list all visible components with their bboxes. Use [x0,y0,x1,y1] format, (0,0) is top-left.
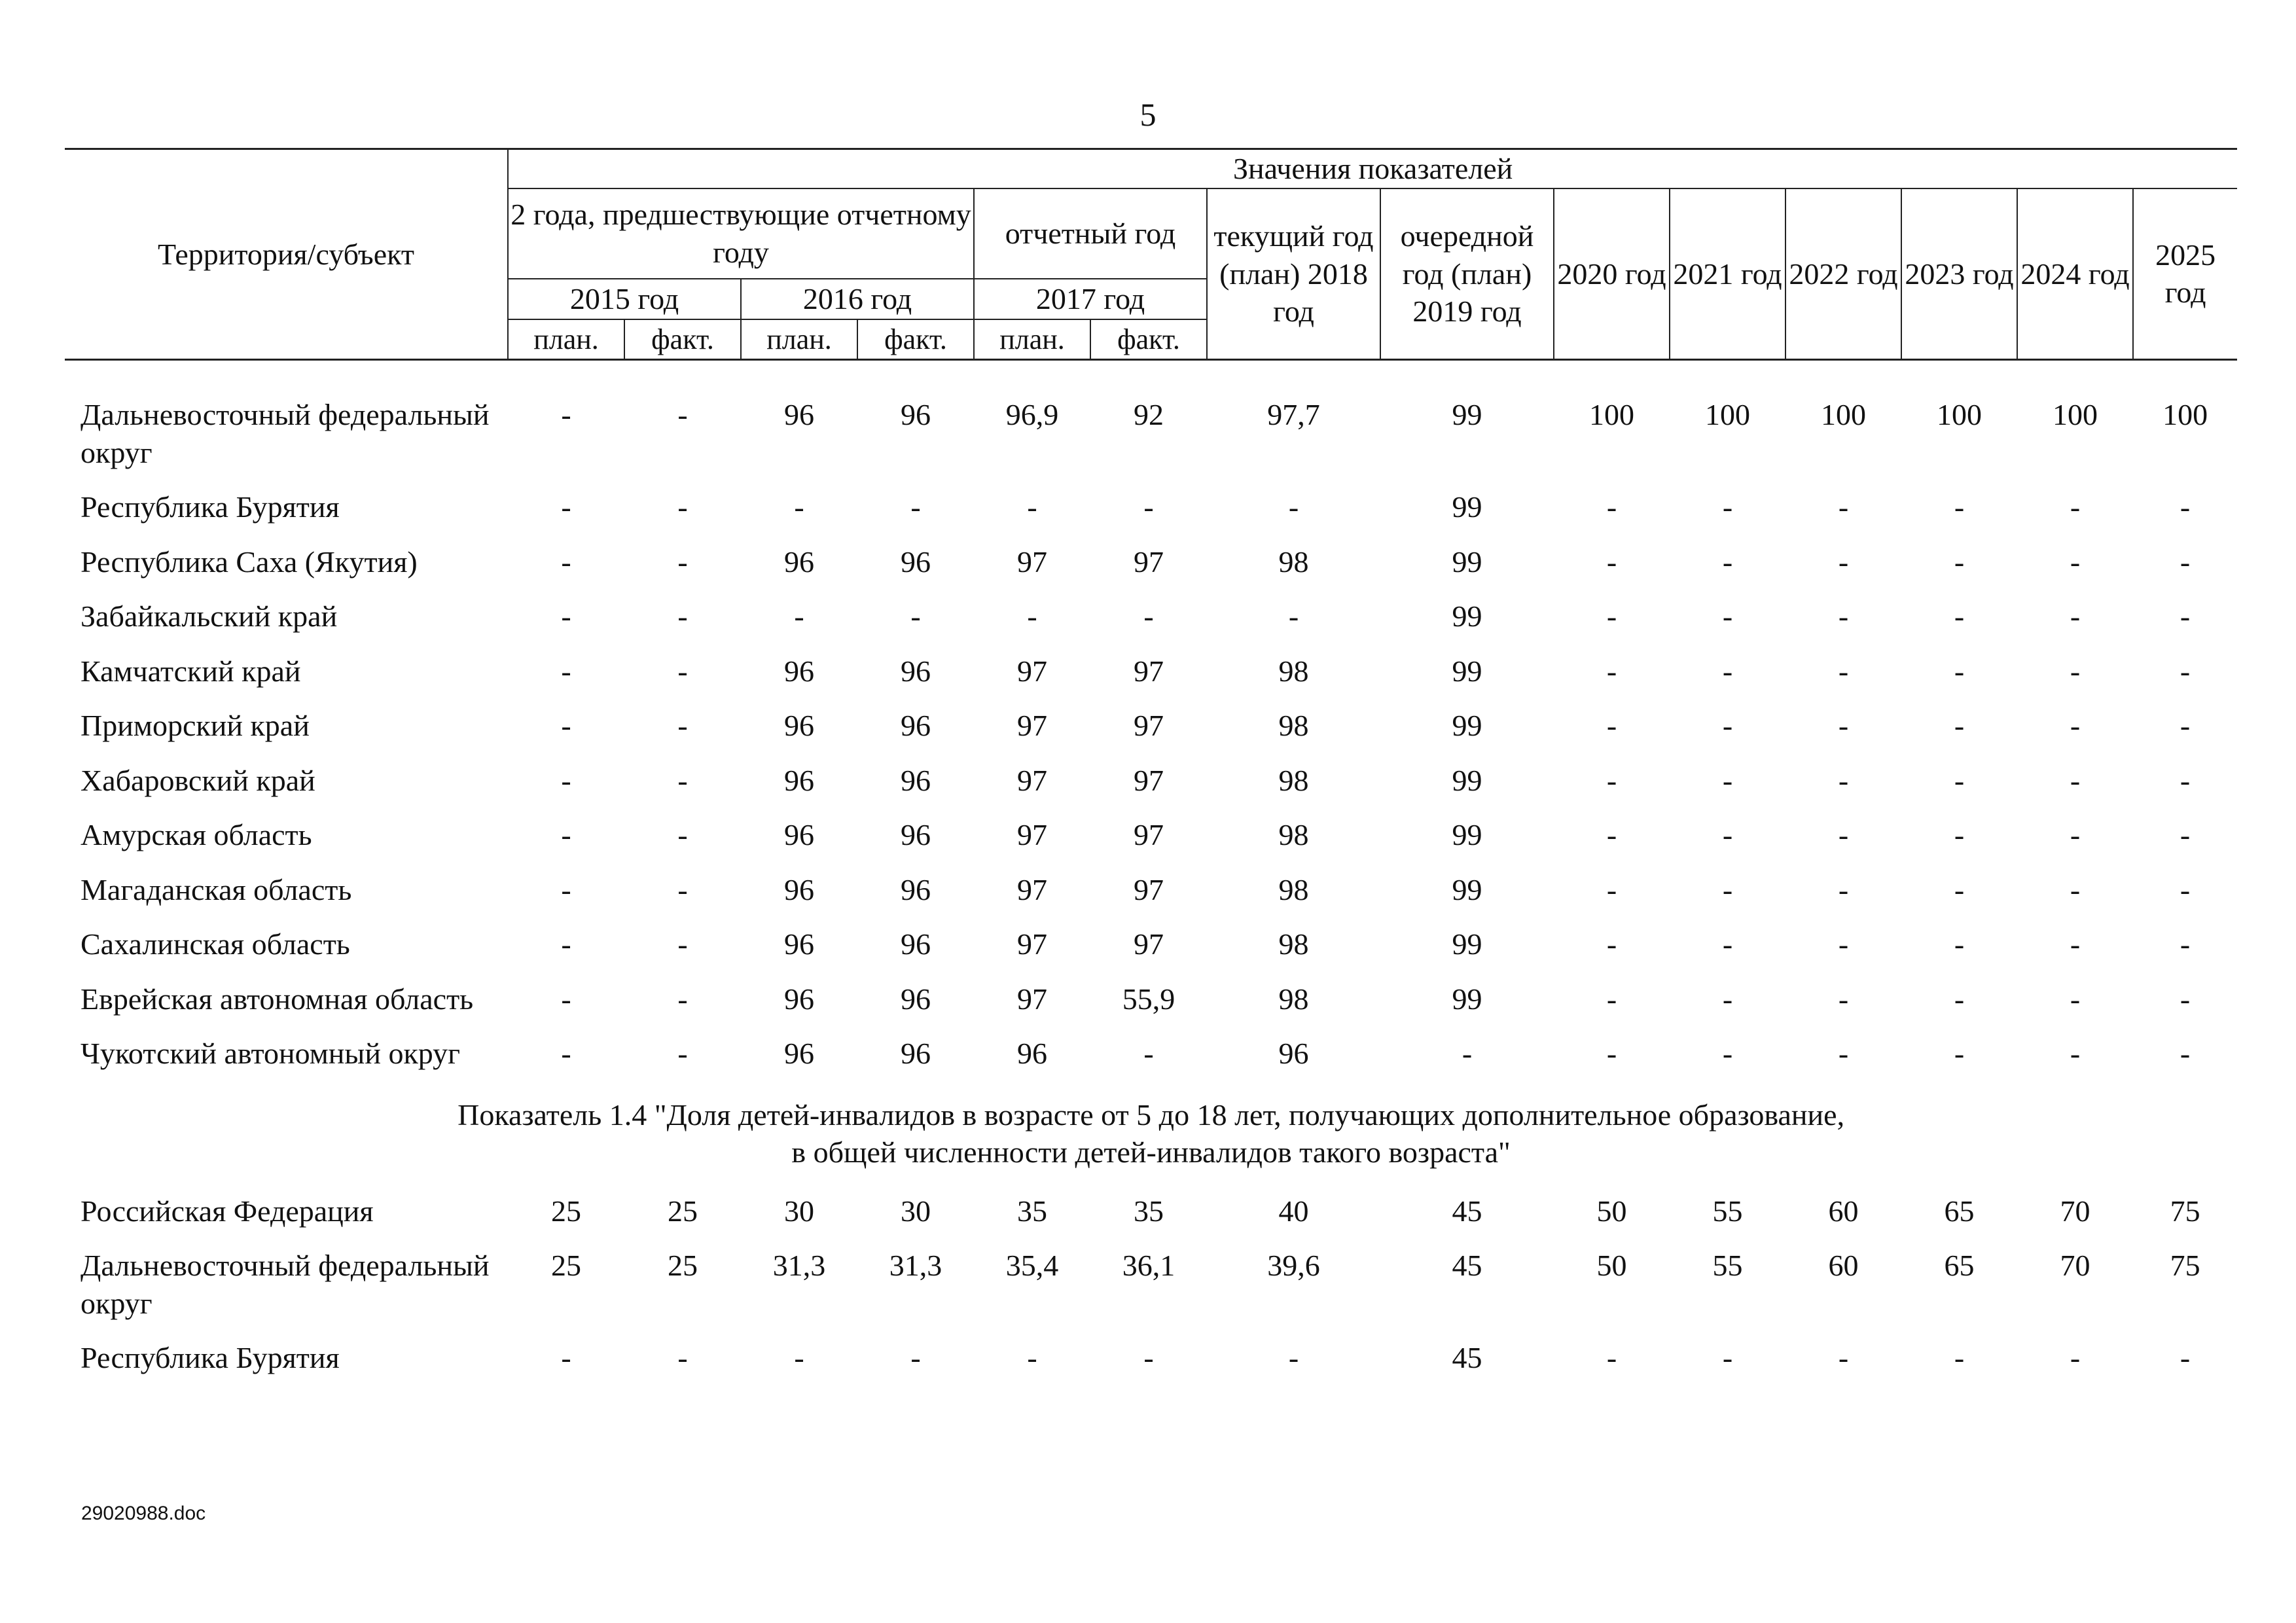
table-row [65,1331,2237,1386]
value-cell: 100 [2162,398,2208,431]
table-row [65,863,2237,918]
year-2022-header: 2022 год [1785,188,1901,360]
table-row [65,1239,2237,1331]
value-cell: - [2179,763,2191,797]
value-cell: - [1954,982,1965,1016]
territory-name: Республика Бурятия [81,490,340,524]
value-cell: - [2070,818,2081,851]
value-cell: 99 [1452,599,1482,633]
value-cell: 97 [1134,544,1164,579]
value-cell: - [794,1341,804,1374]
value-cell: 25 [551,1249,581,1282]
value-cell: 75 [2170,1249,2200,1282]
year-2017-header: 2017 год [974,279,1207,319]
value-cell: 97 [1017,544,1047,579]
value-cell: 31,3 [772,1249,826,1282]
value-cell: - [1606,927,1617,961]
value-cell: - [2070,654,2081,688]
value-cell: - [1143,599,1154,633]
value-cell: 97 [1017,709,1047,742]
value-cell: 25 [668,1249,698,1282]
value-cell: - [1288,599,1299,633]
value-cell: - [2070,709,2081,742]
value-cell: 98 [1278,709,1309,742]
year-2016-header: 2016 год [741,279,974,319]
table-row [65,808,2237,863]
value-cell: - [677,709,688,742]
indicator-title-row [65,1082,2237,1185]
value-cell: 30 [901,1194,931,1228]
value-cell: 97 [1017,654,1047,688]
value-cell: 96 [784,927,814,961]
value-cell: - [677,872,688,906]
value-cell: 39,6 [1267,1249,1320,1282]
value-cell: - [1722,654,1733,688]
value-cell: - [1143,490,1154,524]
value-cell: - [1954,1341,1965,1374]
table-row [65,699,2237,754]
value-cell: 100 [2053,398,2098,431]
value-cell: - [1722,763,1733,797]
value-cell: - [677,1037,688,1070]
value-cell: 96 [901,709,931,742]
value-cell: - [1954,709,1965,742]
value-cell: - [910,1341,921,1374]
value-cell: - [1143,1341,1154,1374]
value-cell: - [1954,818,1965,851]
doc-code: 29020988.doc [81,1503,206,1524]
value-cell: - [2179,927,2191,961]
value-cell: - [1838,599,1849,633]
territory-name: Еврейская автономная область [81,982,474,1016]
page-number: 5 [1139,96,1157,133]
value-cell: 97,7 [1267,398,1320,431]
territory-name: Амурская область [81,818,312,851]
value-cell: - [1606,544,1617,579]
value-cell: 99 [1452,818,1482,851]
value-cell: 98 [1278,982,1309,1016]
value-cell: 35 [1017,1194,1047,1228]
value-cell: - [561,763,571,797]
year-2021-header: 2021 год [1670,188,1785,360]
value-cell: 98 [1278,818,1309,851]
value-cell: 99 [1452,544,1482,579]
value-cell: - [1722,1037,1733,1070]
value-cell: 75 [2170,1194,2200,1228]
value-cell: - [561,599,571,633]
value-cell: 97 [1134,654,1164,688]
value-cell: 99 [1452,654,1482,688]
value-cell: 96 [901,398,931,431]
value-cell: - [1606,872,1617,906]
value-cell: - [1954,490,1965,524]
table-row [65,388,2237,480]
territory-name: Дальневосточный федеральный округ [81,1249,490,1320]
table-row [65,972,2237,1027]
value-cell: - [1838,763,1849,797]
value-cell: 96 [784,709,814,742]
value-cell: - [1462,1037,1473,1070]
territory-name: Хабаровский край [81,763,315,797]
fact-2015-header: факт. [624,319,741,360]
year-2025-header: 2025 год [2133,188,2237,360]
value-cell: 45 [1452,1341,1482,1374]
value-cell: 98 [1278,654,1309,688]
table-header [65,149,2237,360]
value-cell: 98 [1278,544,1309,579]
value-cell: - [561,982,571,1016]
value-cell: 60 [1828,1194,1859,1228]
value-cell: - [561,709,571,742]
value-cell: 96 [784,654,814,688]
territory-name: Камчатский край [81,654,301,688]
report-year-header: отчетный год [974,188,1207,279]
value-cell: - [677,982,688,1016]
value-cell: - [2179,1037,2191,1070]
value-cell: - [1954,872,1965,906]
value-cell: - [1722,818,1733,851]
value-cell: - [2179,544,2191,579]
value-cell: - [1606,763,1617,797]
value-cell: 97 [1017,872,1047,906]
value-cell: - [2070,1037,2081,1070]
indicators-table [65,148,2237,1386]
value-cell: 97 [1134,927,1164,961]
value-cell: - [2179,982,2191,1016]
value-cell: 55,9 [1122,982,1175,1016]
value-cell: - [1606,982,1617,1016]
value-cell: - [1722,490,1733,524]
value-cell: 55 [1712,1249,1743,1282]
value-cell: 96 [901,1037,931,1070]
value-cell: - [1027,599,1037,633]
territory-name: Приморский край [81,709,310,742]
value-cell: - [1954,544,1965,579]
value-cell: - [1838,709,1849,742]
value-cell: - [1143,1037,1154,1070]
year-2020-header: 2020 год [1554,188,1670,360]
value-cell: - [2179,818,2191,851]
value-cell: 70 [2060,1249,2090,1282]
value-cell: 50 [1596,1249,1627,1282]
table-body [65,360,2237,1386]
territory-name: Магаданская область [81,872,352,906]
territory-name: Сахалинская область [81,927,350,961]
value-cell: - [2070,544,2081,579]
value-cell: 35 [1134,1194,1164,1228]
value-cell: - [1722,982,1733,1016]
value-cell: 96,9 [1005,398,1059,431]
value-cell: - [2179,709,2191,742]
value-cell: - [1722,709,1733,742]
value-cell: - [561,490,571,524]
value-cell: 99 [1452,927,1482,961]
value-cell: 45 [1452,1194,1482,1228]
fact-2016-header: факт. [857,319,974,360]
value-cell: 99 [1452,709,1482,742]
value-cell: - [2070,599,2081,633]
table-row [65,1185,2237,1240]
value-cell: 98 [1278,763,1309,797]
value-cell: 60 [1828,1249,1859,1282]
value-cell: 100 [1821,398,1866,431]
values-header: Значения показателей [508,149,2237,188]
value-cell: - [561,398,571,431]
value-cell: 96 [784,818,814,851]
plan-2016-header: план. [741,319,857,360]
value-cell: - [1838,1341,1849,1374]
value-cell: - [2179,490,2191,524]
value-cell: - [2179,872,2191,906]
value-cell: - [677,398,688,431]
value-cell: 45 [1452,1249,1482,1282]
value-cell: 96 [784,544,814,579]
table-row [65,645,2237,700]
territory-name: Чукотский автономный округ [81,1037,461,1070]
value-cell: 98 [1278,872,1309,906]
value-cell: 99 [1452,763,1482,797]
value-cell: - [1838,818,1849,851]
value-cell: - [1954,927,1965,961]
territory-name: Российская Федерация [81,1194,374,1228]
value-cell: - [1027,490,1037,524]
value-cell: 97 [1134,709,1164,742]
value-cell: - [561,927,571,961]
value-cell: - [677,818,688,851]
value-cell: 98 [1278,927,1309,961]
spacer-cell [65,360,2237,389]
value-cell: - [561,872,571,906]
value-cell: 97 [1134,763,1164,797]
value-cell: 36,1 [1122,1249,1175,1282]
value-cell: - [1288,1341,1299,1374]
value-cell: 31,3 [889,1249,942,1282]
value-cell: 96 [901,872,931,906]
value-cell: - [561,1341,571,1374]
value-cell: - [1606,818,1617,851]
indicator-title [65,1082,2237,1185]
value-cell: - [1954,1037,1965,1070]
value-cell: - [2179,599,2191,633]
value-cell: 96 [784,1037,814,1070]
territory-name: Республика Саха (Якутия) [81,544,418,579]
value-cell: 55 [1712,1194,1743,1228]
value-cell: 97 [1134,818,1164,851]
value-cell: - [677,763,688,797]
value-cell: - [1838,982,1849,1016]
value-cell: - [561,654,571,688]
value-cell: - [2070,982,2081,1016]
table-row [65,918,2237,972]
value-cell: 96 [901,927,931,961]
value-cell: - [1722,599,1733,633]
value-cell: - [2179,1341,2191,1374]
value-cell: - [1954,654,1965,688]
value-cell: - [677,544,688,579]
value-cell: 92 [1134,398,1164,431]
value-cell: - [561,818,571,851]
value-cell: - [1838,654,1849,688]
value-cell: - [1722,872,1733,906]
value-cell: - [2070,490,2081,524]
value-cell: - [1027,1341,1037,1374]
year-2015-header: 2015 год [508,279,741,319]
value-cell: 100 [1937,398,1982,431]
value-cell: 97 [1017,927,1047,961]
value-cell: - [2070,872,2081,906]
territory-name: Забайкальский край [81,599,338,633]
spacer-row [65,360,2237,389]
value-cell: - [1722,927,1733,961]
value-cell: - [677,490,688,524]
value-cell: 96 [901,982,931,1016]
table-row [65,590,2237,645]
value-cell: 100 [1705,398,1750,431]
value-cell: 97 [1017,982,1047,1016]
value-cell: - [1722,1341,1733,1374]
territory-name: Дальневосточный федеральный округ [81,398,490,469]
year-2023-header: 2023 год [1901,188,2017,360]
value-cell: - [1838,490,1849,524]
value-cell: 96 [784,872,814,906]
value-cell: - [1838,544,1849,579]
value-cell: 65 [1944,1249,1975,1282]
value-cell: - [794,490,804,524]
table-row [65,480,2237,535]
prev-years-header: 2 года, предшествующие отчетному году [508,188,974,279]
value-cell: 96 [1017,1037,1047,1070]
value-cell: 99 [1452,982,1482,1016]
indicator-title-line-2: в общей численности детей-инвалидов такого возраста" [791,1135,1511,1169]
value-cell: 99 [1452,398,1482,431]
value-cell: - [677,1341,688,1374]
value-cell: 96 [784,398,814,431]
table-row [65,1027,2237,1082]
value-cell: - [1606,599,1617,633]
value-cell: 96 [784,982,814,1016]
plan-2017-header: план. [974,319,1090,360]
value-cell: 25 [668,1194,698,1228]
value-cell: 97 [1134,872,1164,906]
value-cell: - [2070,763,2081,797]
value-cell: 65 [1944,1194,1975,1228]
value-cell: 96 [784,763,814,797]
value-cell: 50 [1596,1194,1627,1228]
value-cell: - [1288,490,1299,524]
value-cell: - [1722,544,1733,579]
value-cell: - [2070,1341,2081,1374]
value-cell: 96 [901,544,931,579]
territory-name: Республика Бурятия [81,1341,340,1374]
value-cell: - [1606,490,1617,524]
value-cell: - [1838,927,1849,961]
value-cell: 30 [784,1194,814,1228]
table-row [65,754,2237,809]
value-cell: - [1606,654,1617,688]
value-cell: - [1606,1037,1617,1070]
plan-2015-header: план. [508,319,624,360]
value-cell: - [677,927,688,961]
value-cell: - [1954,763,1965,797]
value-cell: 40 [1278,1194,1309,1228]
table-row [65,535,2237,590]
value-cell: - [1838,872,1849,906]
value-cell: - [677,599,688,633]
value-cell: 70 [2060,1194,2090,1228]
value-cell: 96 [901,654,931,688]
value-cell: - [2179,654,2191,688]
fact-2017-header: факт. [1090,319,1207,360]
value-cell: 96 [901,763,931,797]
value-cell: 99 [1452,872,1482,906]
next-year-header: очередной год (план) 2019 год [1380,188,1554,360]
value-cell: - [1606,709,1617,742]
indicator-title-line-1: Показатель 1.4 "Доля детей-инвалидов в возрасте от 5 до 18 лет, получающих дополнительное образование, [457,1097,1845,1132]
current-year-header: текущий год (план) 2018 год [1207,188,1380,360]
value-cell: - [677,654,688,688]
value-cell: 99 [1452,490,1482,524]
value-cell: - [910,599,921,633]
value-cell: 96 [1278,1037,1309,1070]
year-2024-header: 2024 год [2017,188,2133,360]
value-cell: - [1954,599,1965,633]
value-cell: - [2070,927,2081,961]
value-cell: 100 [1589,398,1634,431]
value-cell: 97 [1017,818,1047,851]
value-cell: 96 [901,818,931,851]
territory-header: Территория/субъект [65,149,508,360]
value-cell: - [561,544,571,579]
value-cell: - [561,1037,571,1070]
value-cell: - [794,599,804,633]
value-cell: - [910,490,921,524]
value-cell: - [1606,1341,1617,1374]
value-cell: 35,4 [1005,1249,1059,1282]
value-cell: - [1838,1037,1849,1070]
value-cell: 25 [551,1194,581,1228]
value-cell: 97 [1017,763,1047,797]
